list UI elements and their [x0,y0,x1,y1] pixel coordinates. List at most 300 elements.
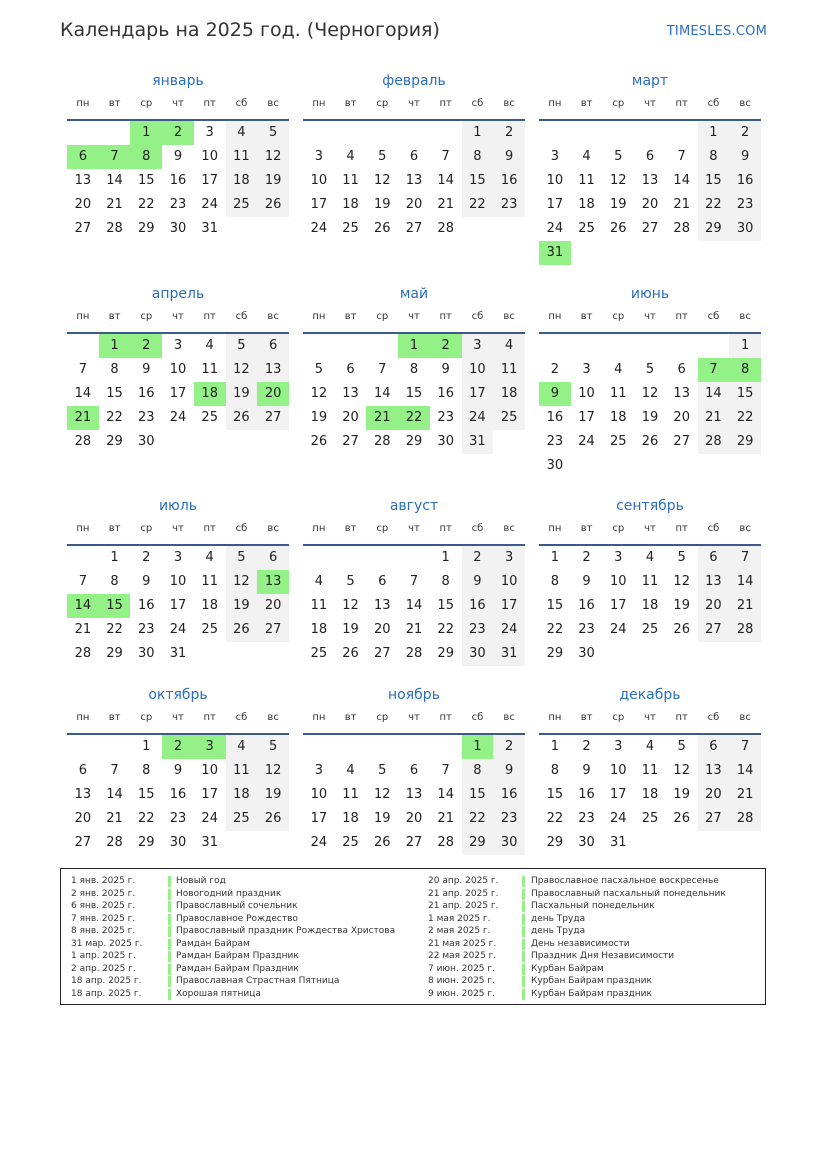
day-cell: 13 [698,759,730,783]
day-cell: 26 [257,807,289,831]
weekday-label: чт [408,712,420,723]
month-name: май [399,286,429,302]
day-cell: 26 [610,221,627,236]
day-cell: 13 [405,787,423,802]
day-cell: 25 [310,646,328,661]
day-cell: 20 [342,410,359,425]
day-cell: 13 [673,386,690,401]
legend-item [428,913,748,926]
day-cell: 8 [110,362,119,377]
day-cell: 17 [169,598,187,613]
day-cell: 26 [673,622,690,637]
day-cell: 22 [106,410,123,425]
day-cell: 30 [169,221,187,236]
day-cell: 15 [546,787,564,802]
legend-marker [168,951,171,962]
weekday-label: пн [548,311,562,322]
holiday-day-cell: 18 [194,382,226,406]
weekday-label: чт [172,98,184,109]
day-cell: 14 [374,386,391,401]
day-cell: 8 [462,759,494,783]
day-cell: 3 [173,338,183,353]
day-cell: 27 [374,646,391,661]
legend-marker [168,901,171,912]
day-cell: 14 [673,173,690,188]
legend-holiday-name: день Труда [531,926,586,936]
day-cell: 4 [226,735,258,759]
legend-marker [522,889,525,900]
weekday-label: ср [140,712,153,723]
month-name: октябрь [148,687,208,703]
day-cell: 9 [142,574,151,589]
day-cell: 25 [201,622,218,637]
legend-marker [168,964,171,975]
weekday-header [303,98,525,112]
legend-marker [168,989,171,1000]
day-cell: 27 [698,807,730,831]
weekday-label: пт [675,712,688,723]
day-cell: 14 [729,759,761,783]
day-cell: 28 [673,221,690,236]
day-cell: 25 [641,811,659,826]
day-cell: 9 [582,574,591,589]
day-cell: 5 [677,739,686,754]
day-cell: 20 [641,197,659,212]
day-cell: 22 [106,622,123,637]
day-cell: 5 [346,574,355,589]
day-cell: 22 [729,406,761,430]
weekday-label: ср [612,712,625,723]
day-cell: 25 [201,410,218,425]
day-cell: 17 [310,197,328,212]
legend-item [428,925,748,938]
legend-date: 18 апр. 2025 г. [71,976,142,986]
day-grid [303,546,525,690]
legend-marker [168,939,171,950]
weekday-header [67,712,289,726]
legend-holiday-name: Новогодний праздник [176,888,282,899]
weekday-label: ср [612,523,625,534]
day-cell: 7 [378,362,387,377]
day-cell: 12 [641,386,659,401]
day-cell: 23 [169,197,187,212]
day-cell: 24 [462,406,494,430]
legend-holiday-name: Рамдан Байрам [176,938,250,949]
legend-marker [168,876,171,887]
day-cell: 12 [610,173,627,188]
legend-item [71,913,391,926]
day-cell: 17 [610,598,627,613]
legend-item [71,900,391,913]
day-cell: 2 [142,550,151,565]
day-cell: 14 [729,570,761,594]
day-cell: 16 [437,386,454,401]
day-cell: 21 [698,406,730,430]
day-cell: 14 [405,598,423,613]
day-cell: 9 [441,362,450,377]
day-cell: 30 [169,835,187,850]
day-cell: 26 [257,193,289,217]
weekday-label: вт [108,98,121,109]
day-cell: 24 [169,410,187,425]
day-cell: 29 [546,646,564,661]
day-cell: 30 [437,434,454,449]
legend-item [71,888,391,901]
day-cell: 22 [546,811,564,826]
holiday-day-cell: 21 [67,406,99,430]
legend-holiday-name: Праздник Дня Независимости [531,951,675,961]
month-name: ноябрь [388,687,440,703]
day-cell: 17 [169,386,187,401]
day-cell: 10 [169,362,187,377]
day-cell: 2 [462,546,494,570]
weekday-label: вт [108,712,121,723]
weekday-label: пт [675,98,688,109]
legend-date: 1 апр. 2025 г. [71,951,136,961]
day-cell: 4 [314,574,323,589]
month-name: апрель [151,286,205,302]
day-cell: 17 [201,787,218,802]
legend-marker [522,951,525,962]
weekday-header [539,98,761,112]
legend-item [71,963,391,976]
day-cell: 30 [578,835,595,850]
day-cell: 5 [226,334,258,358]
weekday-label: вс [503,712,515,723]
day-cell: 24 [169,622,187,637]
day-cell: 1 [729,334,761,358]
day-cell: 13 [342,386,359,401]
weekday-label: вт [108,523,121,534]
month-name: июнь [630,286,670,302]
holiday-day-cell: 6 [67,145,99,169]
day-cell: 5 [677,550,686,565]
day-cell: 13 [405,173,423,188]
day-cell: 17 [493,594,525,618]
day-cell: 13 [374,598,391,613]
weekday-label: сб [471,311,484,322]
legend-holiday-name: День независимости [531,938,630,949]
day-cell: 19 [673,787,690,802]
legend-item [428,938,748,951]
legend-item [71,975,391,988]
day-grid [539,334,761,478]
holiday-day-cell: 20 [257,382,289,406]
day-cell: 29 [462,831,494,855]
day-cell: 15 [698,169,730,193]
site-brand-link[interactable]: TIMESLES.COM [666,24,767,39]
day-cell: 28 [106,835,123,850]
weekday-label: пн [548,712,562,723]
legend-item [428,875,748,888]
day-cell: 31 [610,835,627,850]
day-grid [67,121,289,265]
day-cell: 24 [493,618,525,642]
day-cell: 2 [582,739,591,754]
legend-marker [522,901,525,912]
day-cell: 11 [310,598,328,613]
day-cell: 22 [462,807,494,831]
day-cell: 8 [550,763,559,778]
day-cell: 30 [546,458,564,473]
day-cell: 23 [138,410,155,425]
weekday-label: ср [140,311,153,322]
day-cell: 5 [226,546,258,570]
legend-marker [522,914,525,925]
day-cell: 16 [462,594,494,618]
day-cell: 4 [582,149,591,164]
day-cell: 15 [462,169,494,193]
month-name: март [631,73,669,89]
day-cell: 11 [226,759,258,783]
day-cell: 21 [74,622,92,637]
holiday-day-cell: 31 [539,241,571,265]
day-cell: 19 [374,197,391,212]
holiday-day-cell: 2 [130,334,162,358]
day-cell: 18 [493,382,525,406]
day-cell: 5 [614,149,623,164]
weekday-label: пн [312,523,326,534]
day-grid [539,546,761,690]
day-cell: 31 [169,646,187,661]
day-cell: 25 [342,221,359,236]
day-cell: 12 [257,145,289,169]
day-cell: 26 [226,406,258,430]
day-cell: 1 [462,121,494,145]
weekday-header [67,523,289,537]
holiday-day-cell: 7 [698,358,730,382]
weekday-label: сб [471,712,484,723]
day-cell: 30 [729,217,761,241]
day-cell: 28 [74,646,92,661]
day-cell: 19 [641,410,659,425]
day-cell: 28 [106,221,123,236]
day-cell: 11 [342,173,359,188]
weekday-label: пн [312,98,326,109]
day-cell: 7 [409,574,419,589]
day-cell: 11 [641,763,659,778]
weekday-label: ср [612,311,625,322]
day-cell: 3 [205,125,214,140]
day-cell: 10 [610,763,627,778]
day-cell: 19 [673,598,690,613]
weekday-label: вс [267,311,279,322]
legend-date: 2 апр. 2025 г. [71,963,136,974]
weekday-label: вс [739,98,751,109]
weekday-label: чт [172,712,184,723]
legend-date: 22 мая 2025 г. [428,951,497,961]
day-cell: 23 [462,618,494,642]
day-cell: 11 [578,173,595,188]
month-name: декабрь [619,687,681,703]
day-cell: 2 [493,121,525,145]
day-cell: 20 [405,197,423,212]
day-cell: 27 [641,221,659,236]
day-cell: 7 [110,763,119,778]
month-name: июль [158,498,198,514]
legend-holiday-name: Православное Рождество [176,913,298,924]
day-cell: 17 [546,197,564,212]
legend-holiday-name: Курбан Байрам [531,963,604,974]
day-cell: 6 [257,546,289,570]
weekday-label: пт [439,311,452,322]
day-cell: 27 [405,221,423,236]
day-cell: 15 [546,598,564,613]
weekday-label: вс [267,98,279,109]
day-cell: 3 [550,149,559,164]
day-cell: 28 [729,807,761,831]
day-cell: 12 [342,598,359,613]
day-grid [539,121,761,265]
weekday-label: вт [108,311,121,322]
day-cell: 31 [201,835,218,850]
day-cell: 24 [610,811,627,826]
legend-date: 21 апр. 2025 г. [428,901,499,911]
day-cell: 5 [645,362,655,377]
weekday-header [303,311,525,325]
weekday-label: вс [739,712,751,723]
weekday-label: сб [235,98,248,109]
day-cell: 5 [314,362,323,377]
day-cell: 16 [138,386,155,401]
day-cell: 26 [342,646,359,661]
weekday-label: пт [203,98,216,109]
day-grid [303,334,525,478]
day-cell: 30 [138,434,155,449]
day-cell: 21 [106,197,123,212]
legend-date: 31 мар. 2025 г. [71,938,143,949]
weekday-label: пн [76,523,90,534]
weekday-label: ср [612,98,625,109]
weekday-label: чт [408,98,420,109]
day-cell: 11 [201,574,218,589]
day-cell: 2 [493,735,525,759]
month-name: август [389,498,439,514]
day-cell: 28 [405,646,423,661]
legend-holiday-name: Курбан Байрам праздник [531,988,652,999]
day-cell: 12 [310,386,328,401]
legend-marker [522,964,525,975]
holiday-day-cell: 22 [398,406,430,430]
day-cell: 4 [205,550,214,565]
weekday-label: вт [580,712,593,723]
weekday-label: чт [172,523,184,534]
holiday-day-cell: 13 [257,570,289,594]
legend-date: 1 янв. 2025 г. [71,876,136,886]
month-name: февраль [382,73,446,89]
day-cell: 8 [110,574,119,589]
day-cell: 16 [578,787,595,802]
day-cell: 9 [462,570,494,594]
day-cell: 4 [346,149,355,164]
day-cell: 30 [462,642,494,666]
day-cell: 18 [226,169,258,193]
day-cell: 15 [138,173,155,188]
day-cell: 4 [205,338,214,353]
day-cell: 16 [169,173,187,188]
weekday-label: пн [76,311,90,322]
weekday-label: пт [203,311,216,322]
legend-holiday-name: Православный пасхальный понедельник [531,888,726,899]
weekday-label: пн [312,311,326,322]
day-cell: 23 [546,434,564,449]
day-cell: 1 [550,550,559,565]
legend-item [71,988,391,1001]
day-cell: 18 [201,598,218,613]
day-cell: 13 [698,570,730,594]
weekday-label: пт [439,98,452,109]
day-cell: 19 [342,622,359,637]
day-cell: 16 [729,169,761,193]
weekday-label: пт [203,712,216,723]
weekday-label: ср [376,311,389,322]
day-cell: 16 [493,783,525,807]
day-cell: 13 [641,173,659,188]
day-cell: 4 [645,550,655,565]
day-cell: 24 [610,622,627,637]
day-cell: 8 [441,574,450,589]
legend-holiday-name: Рамдан Байрам Праздник [176,963,299,974]
day-cell: 20 [673,410,690,425]
legend-marker [522,976,525,987]
day-cell: 6 [677,362,686,377]
day-cell: 14 [437,787,454,802]
weekday-label: чт [408,523,420,534]
weekday-label: вт [344,98,357,109]
legend-date: 7 янв. 2025 г. [71,913,136,924]
day-cell: 9 [173,149,183,164]
day-cell: 18 [610,410,627,425]
weekday-label: ср [140,523,153,534]
legend-holiday-name: Новый год [176,876,226,886]
day-cell: 23 [578,811,595,826]
day-cell: 10 [578,386,595,401]
weekday-label: вс [267,523,279,534]
weekday-label: ср [140,98,153,109]
weekday-label: чт [644,311,656,322]
weekday-label: вс [503,523,515,534]
weekday-label: сб [235,523,248,534]
holiday-day-cell: 8 [729,358,761,382]
holiday-day-cell: 2 [162,735,194,759]
day-cell: 24 [310,835,328,850]
weekday-header [539,712,761,726]
day-cell: 6 [645,149,655,164]
legend-date: 21 мая 2025 г. [428,938,497,949]
day-cell: 28 [74,434,92,449]
weekday-label: вс [503,311,515,322]
day-cell: 30 [138,646,155,661]
day-cell: 12 [226,570,258,594]
day-cell: 15 [729,382,761,406]
day-cell: 27 [74,835,92,850]
legend-item [428,963,748,976]
holiday-day-cell: 21 [366,406,398,430]
day-cell: 28 [729,618,761,642]
day-cell: 18 [342,197,359,212]
day-cell: 3 [462,334,494,358]
day-cell: 29 [698,217,730,241]
legend-date: 18 апр. 2025 г. [71,988,142,999]
day-cell: 9 [493,759,525,783]
day-cell: 4 [614,362,623,377]
day-cell: 10 [493,570,525,594]
day-cell: 20 [698,783,730,807]
day-cell: 15 [138,787,155,802]
page-title: Календарь на 2025 год. (Черногория) [60,19,440,41]
day-cell: 2 [582,550,591,565]
weekday-label: пн [548,523,562,534]
